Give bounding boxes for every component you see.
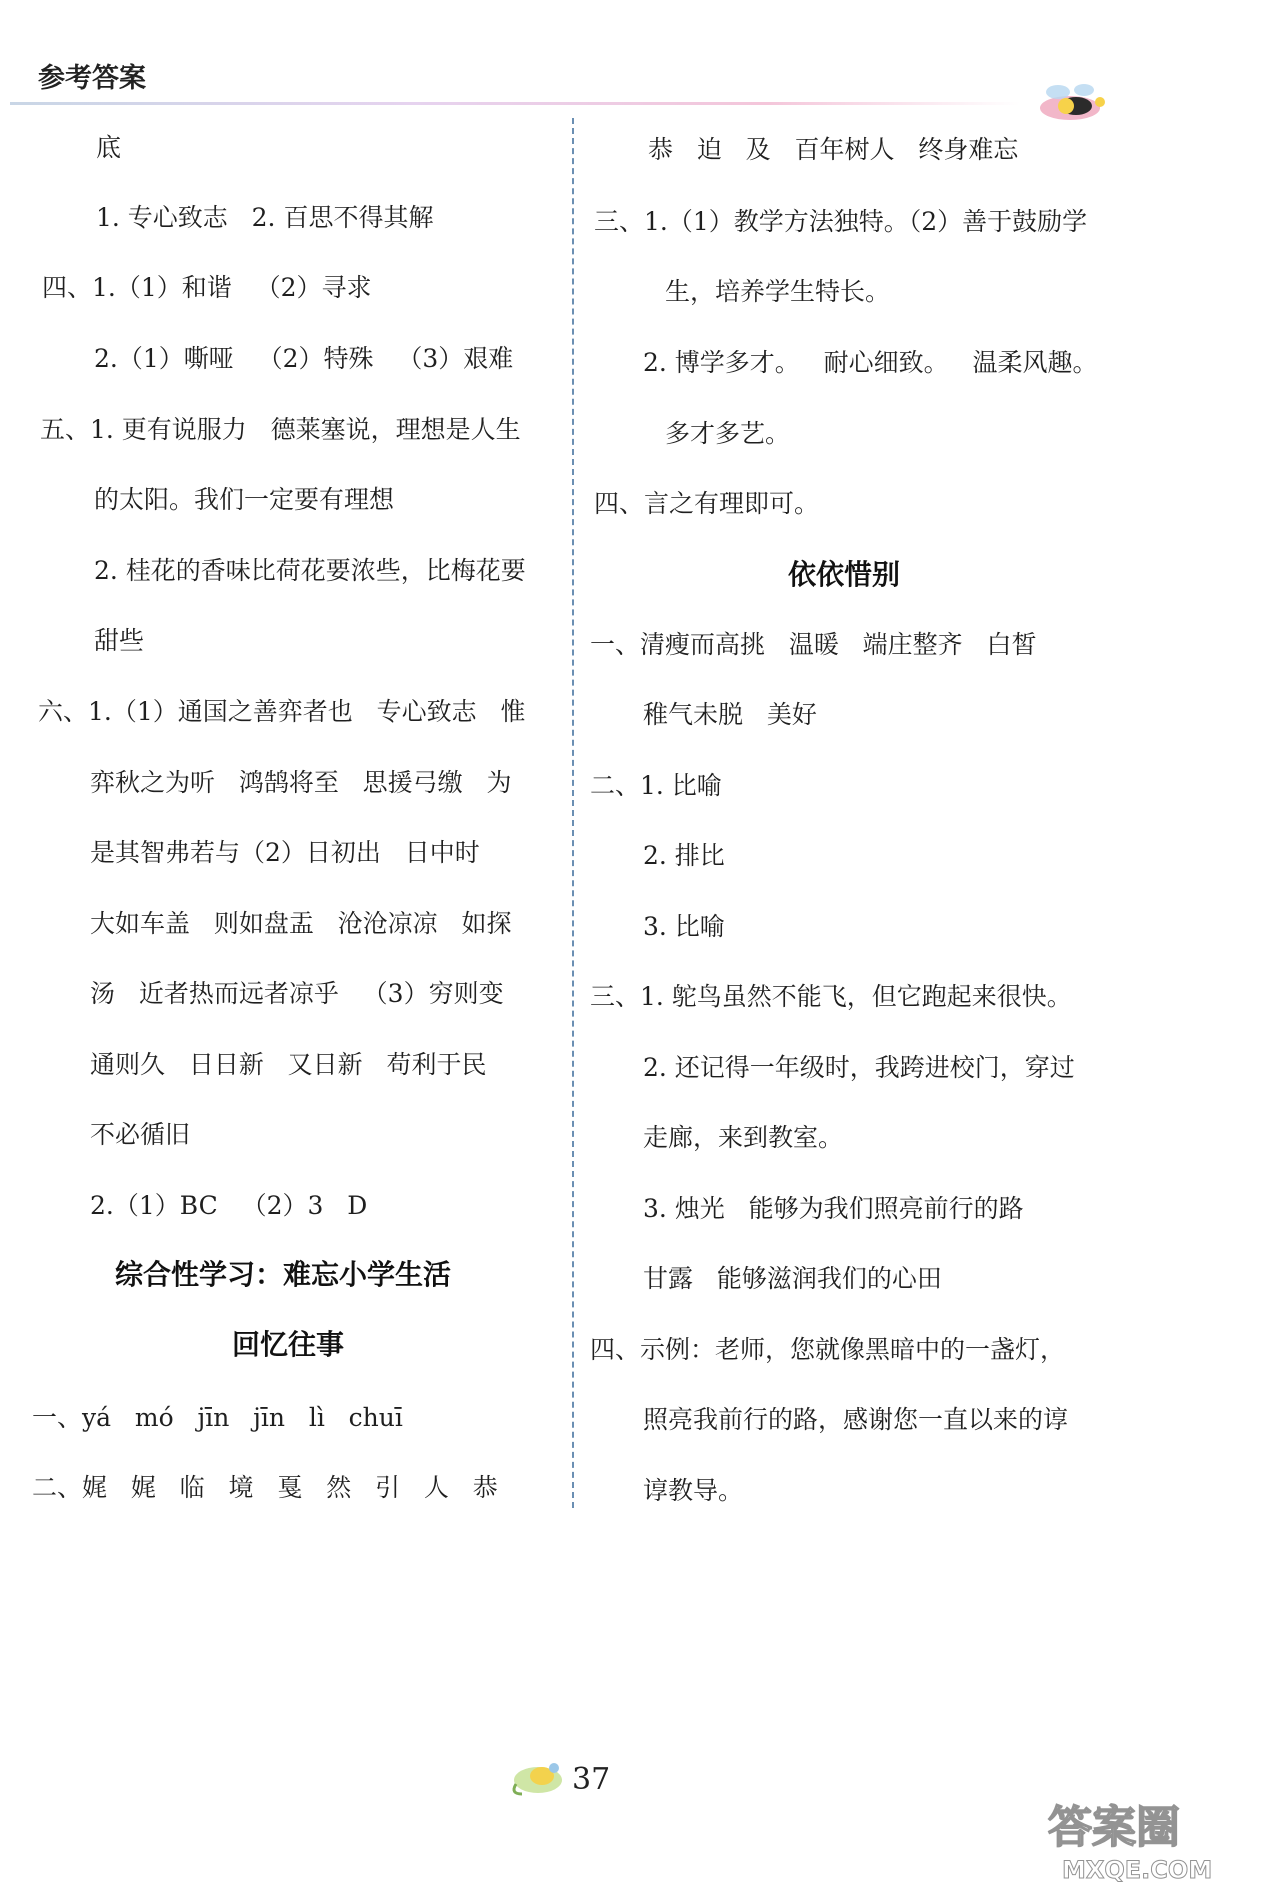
watermark-logo-text: 答案圈 xyxy=(1048,1802,1180,1853)
right-line-8: 稚气未脱 美好 xyxy=(643,700,817,729)
watermark-url-text: MXQE.COM xyxy=(1062,1856,1213,1884)
right-line-9: 二、1. 比喻 xyxy=(590,771,722,800)
right-line-1: 恭 迫 及 百年树人 终身难忘 xyxy=(648,135,1019,164)
cartoon-mascot-icon xyxy=(508,1750,578,1800)
right-line-15: 3. 烛光 能够为我们照亮前行的路 xyxy=(643,1194,1024,1223)
left-line-7: 2. 桂花的香味比荷花要浓些，比梅花要 xyxy=(94,556,526,585)
left-line-8: 甜些 xyxy=(94,626,145,655)
left-line-16: 2.（1）BC （2）3 D xyxy=(90,1191,368,1220)
watermark-logo xyxy=(1040,1790,1250,1885)
left-line-6: 的太阳。我们一定要有理想 xyxy=(94,485,395,514)
left-line-10: 弈秋之为听 鸿鹄将至 思援弓缴 为 xyxy=(90,768,512,797)
right-line-7: 一、清瘦而高挑 温暖 端庄整齐 白皙 xyxy=(590,630,1037,659)
left-line-13: 汤 近者热而远者凉乎 （3）穷则变 xyxy=(90,979,504,1008)
right-line-13: 2. 还记得一年级时，我跨进校门，穿过 xyxy=(643,1053,1075,1082)
section-heading-comprehensive: 综合性学习：难忘小学生活 xyxy=(115,1258,452,1291)
bee-illustration-icon xyxy=(1018,80,1118,130)
right-line-14: 走廊，来到教室。 xyxy=(643,1123,844,1152)
left-line-11: 是其智弗若与（2）日初出 日中时 xyxy=(90,838,480,867)
right-line-10: 2. 排比 xyxy=(643,841,725,870)
left-line-15: 不必循旧 xyxy=(90,1120,191,1149)
column-divider xyxy=(572,118,574,1508)
page-number: 37 xyxy=(572,1762,611,1797)
right-line-4: 2. 博学多才。 耐心细致。 温柔风趣。 xyxy=(643,348,1098,377)
right-line-3: 生，培养学生特长。 xyxy=(665,277,891,306)
right-line-6: 四、言之有理即可。 xyxy=(594,489,820,518)
page-header-title: 参考答案 xyxy=(38,63,146,94)
left-line-5: 五、1. 更有说服力 德莱塞说，理想是人生 xyxy=(40,415,521,444)
left-line-14: 通则久 日日新 又日新 苟利于民 xyxy=(90,1050,487,1079)
section-heading-memories: 回忆往事 xyxy=(232,1328,345,1361)
right-line-2: 三、1.（1）教学方法独特。（2）善于鼓励学 xyxy=(594,207,1088,236)
left-line-pinyin: 一、yá mó jīn jīn lì chuī xyxy=(32,1403,403,1432)
header-divider-line xyxy=(10,102,1020,105)
left-line-idioms: 二、娓 娓 临 境 戛 然 引 人 恭 xyxy=(32,1473,498,1502)
right-line-19: 谆教导。 xyxy=(643,1476,744,1505)
right-line-16: 甘露 能够滋润我们的心田 xyxy=(643,1264,942,1293)
left-line-1: 底 xyxy=(96,133,122,162)
right-line-12: 三、1. 鸵鸟虽然不能飞，但它跑起来很快。 xyxy=(590,982,1072,1011)
left-line-12: 大如车盖 则如盘盂 沧沧凉凉 如探 xyxy=(90,909,512,938)
right-line-5: 多才多艺。 xyxy=(665,419,791,448)
section-heading-farewell: 依依惜别 xyxy=(788,558,901,591)
right-line-11: 3. 比喻 xyxy=(643,912,725,941)
left-line-9: 六、1.（1）通国之善弈者也 专心致志 惟 xyxy=(38,697,526,726)
right-line-17: 四、示例：老师，您就像黑暗中的一盏灯， xyxy=(590,1335,1066,1364)
left-line-3: 四、1.（1）和谐 （2）寻求 xyxy=(42,273,372,302)
left-line-2: 1. 专心致志 2. 百思不得其解 xyxy=(96,203,434,232)
left-line-4: 2.（1）嘶哑 （2）特殊 （3）艰难 xyxy=(94,344,514,373)
right-line-18: 照亮我前行的路，感谢您一直以来的谆 xyxy=(643,1405,1069,1434)
